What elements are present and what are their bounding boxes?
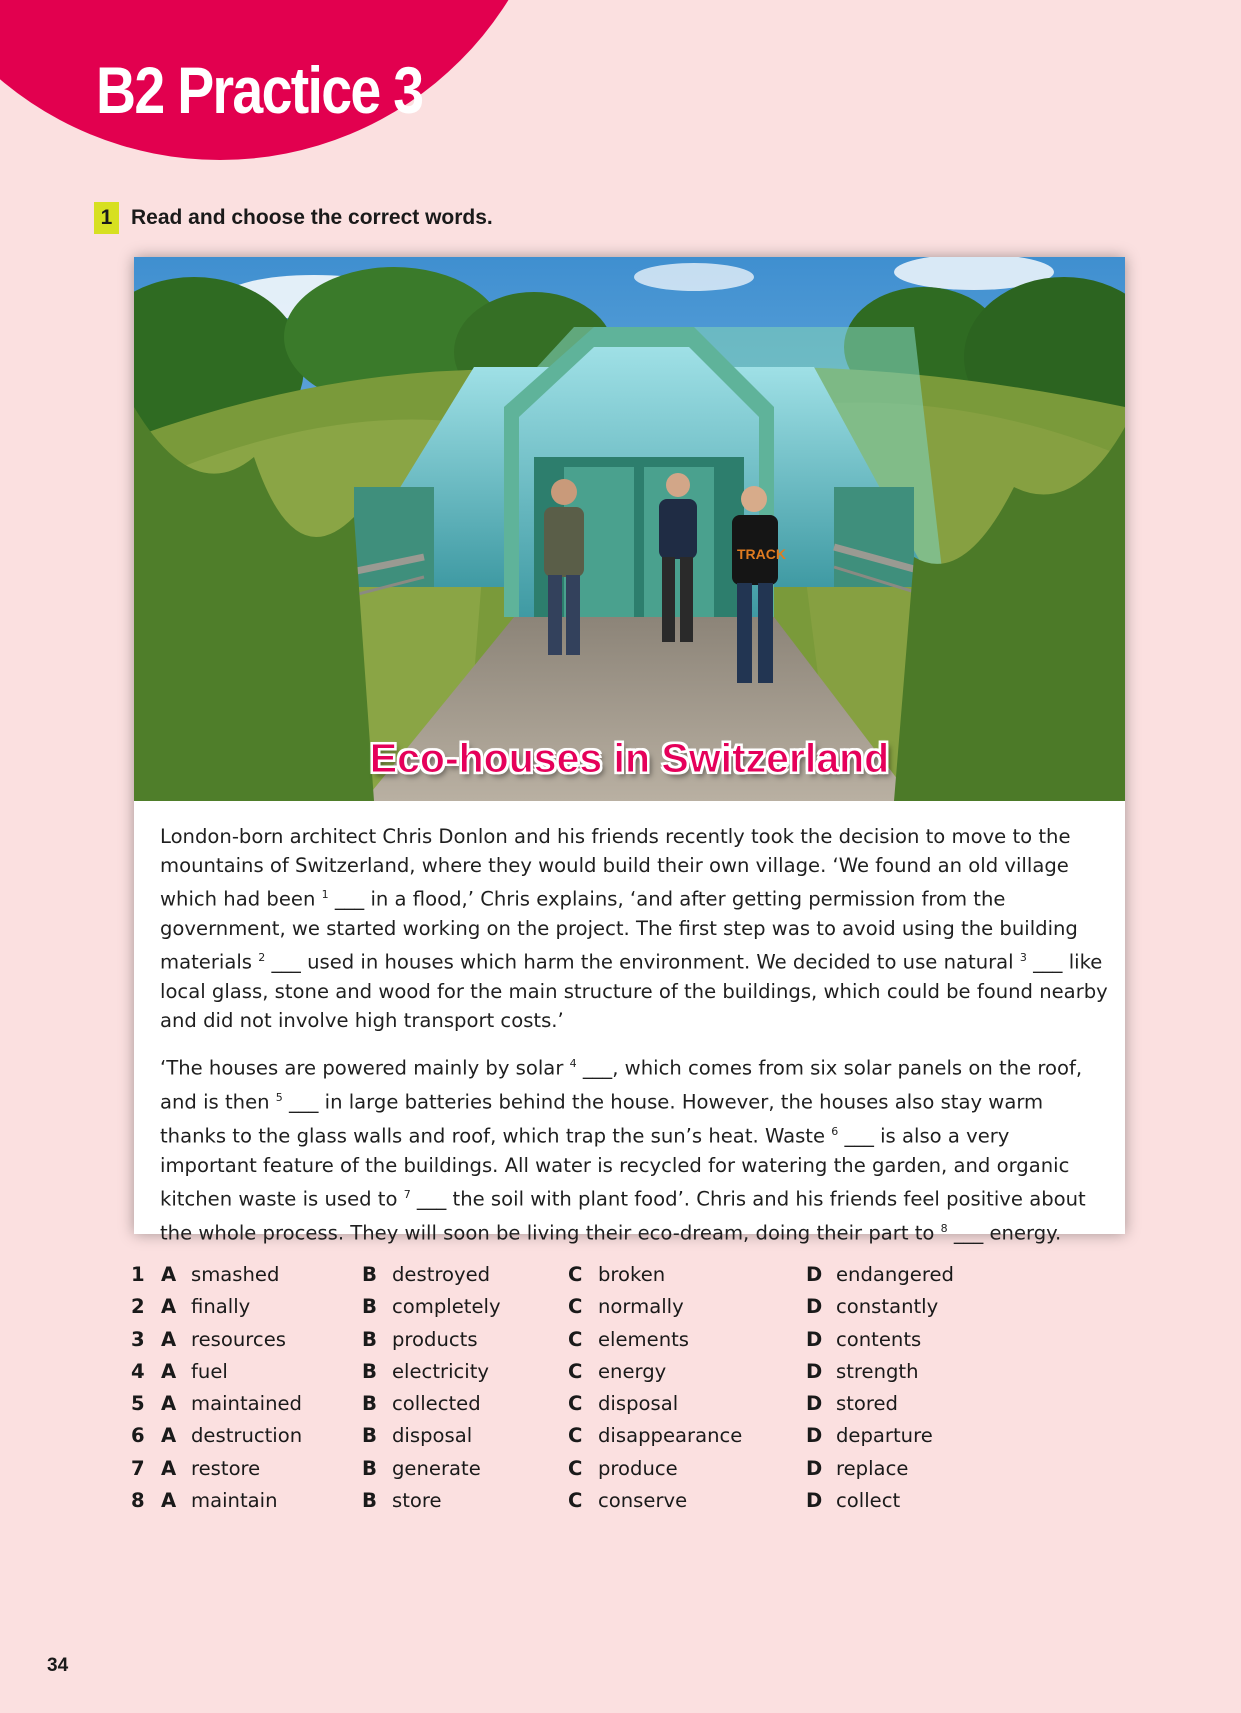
option-choice[interactable] [362,1360,489,1383]
choice-letter: B [362,1392,377,1416]
choice-letter: A [161,1295,177,1319]
gap-number: 4 [569,1057,577,1071]
question-number: 8 [131,1489,145,1513]
choice-word: normally [598,1295,684,1319]
option-choice[interactable] [362,1295,501,1318]
article-title: Eco-houses in Switzerland [369,735,890,781]
choice-word: maintained [191,1392,302,1416]
option-choice[interactable] [806,1489,900,1512]
option-choice[interactable] [362,1392,481,1415]
option-row [131,1392,1131,1424]
option-choice[interactable] [568,1263,665,1286]
choice-letter: C [568,1424,583,1448]
gap-number: 5 [275,1091,283,1105]
choice-letter: A [161,1327,177,1351]
choice-word: collected [392,1392,481,1416]
gap-number: 1 [321,888,329,902]
choice-letter: A [161,1456,177,1480]
option-choice[interactable] [568,1457,678,1480]
option-row [131,1457,1131,1489]
choice-word: replace [836,1456,909,1480]
option-row [131,1328,1131,1360]
choice-word: resources [191,1327,286,1351]
choice-letter: B [362,1359,377,1383]
exercise-number: 1 [94,202,119,234]
option-choice[interactable] [362,1457,481,1480]
choice-letter: D [806,1295,823,1319]
choice-letter: D [806,1327,823,1351]
option-choice[interactable] [161,1295,250,1318]
choice-word: finally [191,1295,251,1319]
choice-word: endangered [836,1263,954,1286]
option-choice[interactable] [161,1457,260,1480]
choice-word: generate [392,1456,481,1480]
choice-letter: A [161,1359,177,1383]
choice-letter: C [568,1263,583,1286]
choice-letter: D [806,1489,823,1513]
option-choice[interactable] [806,1457,908,1480]
choice-letter: B [362,1327,377,1351]
option-choice[interactable] [568,1328,689,1351]
choice-letter: B [362,1263,377,1286]
choice-word: smashed [191,1263,280,1286]
choice-word: elements [598,1327,690,1351]
choice-word: energy [598,1359,667,1383]
choice-letter: D [806,1456,823,1480]
choice-word: electricity [392,1359,490,1383]
choice-letter: C [568,1359,583,1383]
choice-word: destruction [191,1424,303,1448]
choice-word: disposal [392,1424,473,1448]
option-choice[interactable] [161,1328,286,1351]
gap-number: 6 [831,1124,839,1138]
choice-word: products [392,1327,478,1351]
option-choice[interactable] [568,1295,684,1318]
choice-word: completely [392,1295,501,1319]
gap-number: 2 [258,951,266,965]
exercise-instruction [94,202,493,234]
eco-house-photo [134,257,1125,801]
choice-letter: C [568,1295,583,1319]
option-row [131,1263,1131,1295]
instruction-text: Read and choose the correct words. [131,206,493,229]
article-text [160,822,1110,1261]
option-choice[interactable] [362,1328,478,1351]
option-choice[interactable] [362,1424,472,1447]
option-choice[interactable] [161,1263,279,1286]
answer-options [131,1263,1131,1521]
option-choice[interactable] [806,1360,919,1383]
choice-letter: B [362,1424,377,1448]
option-choice[interactable] [806,1328,921,1351]
option-choice[interactable] [568,1424,742,1447]
choice-word: strength [836,1359,919,1383]
choice-letter: A [161,1424,177,1448]
page-title: B2 Practice 3 [96,53,423,127]
choice-word: broken [598,1263,666,1286]
choice-word: maintain [191,1489,278,1513]
choice-word: disposal [598,1392,679,1416]
paragraph: London-born architect Chris Donlon and his friends recently took the decision to move to the mountains of Switzerland, where they would build their own village. ‘We found an old village which had been $^1$ ___ in a flood,’ Chris explains, ‘and after getting permission from the government, we started working on the project. The first step was to avoid using the building materials $^2$ ___ used in houses which harm the environment. We decided to use natural $^3$ ___ like local glass, stone and wood for the main structure of the buildings, which could be found nearby and did not involve high transport costs.’ [160,825,1108,1033]
choice-word: disappearance [598,1424,743,1448]
choice-letter: C [568,1456,583,1480]
question-number: 3 [131,1327,145,1351]
choice-word: fuel [191,1359,228,1383]
choice-letter: D [806,1359,823,1383]
option-row [131,1295,1131,1327]
article-card [134,257,1125,1245]
choice-letter: A [161,1489,177,1513]
gap-number: 7 [403,1187,411,1201]
choice-word: stored [836,1392,898,1416]
choice-word: store [392,1489,442,1513]
question-number: 1 [131,1263,145,1286]
option-choice[interactable] [161,1489,278,1512]
gap-number: 3 [1019,951,1027,965]
choice-letter: B [362,1295,377,1319]
question-number: 7 [131,1456,145,1480]
choice-word: restore [191,1456,261,1480]
option-choice[interactable] [568,1360,666,1383]
choice-letter: A [161,1392,177,1416]
choice-letter: C [568,1327,583,1351]
choice-letter: A [161,1263,177,1286]
gap-number: 8 [940,1221,948,1235]
choice-letter: D [806,1424,823,1448]
option-choice[interactable] [806,1295,938,1318]
option-choice[interactable] [568,1489,687,1512]
choice-letter: D [806,1263,823,1286]
option-choice[interactable] [806,1392,898,1415]
option-choice[interactable] [161,1360,228,1383]
option-choice[interactable] [806,1424,933,1447]
option-row [131,1489,1131,1521]
choice-word: departure [836,1424,933,1448]
choice-word: destroyed [392,1263,491,1286]
option-row [131,1424,1131,1456]
paragraph: ‘The houses are powered mainly by solar $^4$ ___, which comes from six solar panels on the roof, and is then $^5$ ___ in large batteries behind the house. However, the houses also stay warm thanks to the glass walls and roof, which trap the sun’s heat. Waste $^6$ ___ is also a very important feature of the buildings. All water is recycled for watering the garden, and organic kitchen waste is used to $^7$ ___ the soil with plant food’. Chris and his friends feel positive about the whole process. They will soon be living their eco-dream, doing their part to $^8$ ___ energy. [160,1057,1086,1245]
question-number: 4 [131,1359,145,1383]
question-number: 2 [131,1295,145,1319]
page-number: 34 [47,1655,69,1676]
question-number: 6 [131,1424,145,1448]
option-choice[interactable] [161,1424,302,1447]
option-choice[interactable] [161,1392,302,1415]
choice-word: produce [598,1456,678,1480]
option-choice[interactable] [806,1263,954,1286]
svg-text:TRACK: TRACK [737,546,786,562]
option-choice[interactable] [362,1489,442,1512]
option-choice[interactable] [568,1392,678,1415]
choice-letter: C [568,1489,583,1513]
choice-word: conserve [598,1489,688,1513]
option-row [131,1360,1131,1392]
choice-letter: B [362,1456,377,1480]
choice-letter: B [362,1489,377,1513]
option-choice[interactable] [362,1263,490,1286]
choice-word: collect [836,1489,901,1513]
choice-letter: D [806,1392,823,1416]
question-number: 5 [131,1392,145,1416]
choice-letter: C [568,1392,583,1416]
choice-word: constantly [836,1295,939,1319]
choice-word: contents [836,1327,922,1351]
